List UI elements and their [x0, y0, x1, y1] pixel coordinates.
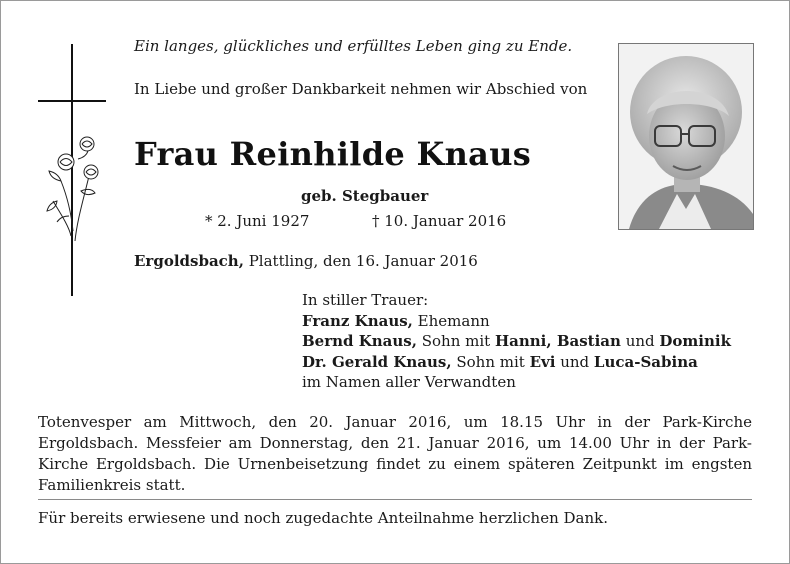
mourner-relation: Sohn mit	[451, 352, 530, 371]
mourner-children: Dominik	[659, 332, 731, 350]
mourners-footer: im Namen aller Verwandten	[302, 373, 516, 391]
death-date: † 10. Januar 2016	[372, 212, 507, 230]
mourners-block	[302, 290, 731, 393]
mourner-children: Luca-Sabina	[593, 352, 698, 371]
motto-text: Ein langes, glückliches und erfülltes Leben ging zu Ende.	[134, 37, 573, 55]
mourner-connector: und	[620, 332, 660, 350]
intro-text: In Liebe und großer Dankbarkeit nehmen wir Abschied von	[134, 80, 588, 98]
place-bold: Ergoldsbach,	[134, 252, 244, 270]
mourner-children: Evi	[529, 352, 556, 371]
mourners-heading: In stiller Trauer:	[302, 291, 429, 309]
place-date-line	[134, 252, 478, 270]
divider-line	[38, 499, 752, 500]
mourner-name: Dr. Gerald Knaus,	[302, 352, 452, 371]
mourner-line	[302, 352, 731, 373]
mourner-name: Franz Knaus,	[302, 311, 413, 330]
mourner-relation: Sohn mit	[416, 332, 495, 350]
mourner-connector: und	[555, 352, 594, 371]
mourner-line	[302, 331, 731, 352]
thanks-text: Für bereits erwiesene und noch zugedachte Anteilnahme herzlichen Dank.	[38, 509, 608, 527]
mourner-name: Bernd Knaus,	[302, 332, 417, 350]
mourner-children: Hanni, Bastian	[494, 332, 621, 350]
cross-with-roses-icon	[31, 41, 121, 301]
birth-date: * 2. Juni 1927	[205, 212, 310, 230]
portrait-photo	[618, 43, 754, 230]
mourner-line	[302, 311, 731, 332]
mourner-relation: Ehemann	[412, 311, 490, 330]
service-details: Totenvesper am Mittwoch, den 20. Januar 2016, um 18.15 Uhr in der Park-Kirche Ergoldsbach. Messfeier am Donnerstag, den 21. Januar 2016, um 14.00 Uhr in der Park-Kirche Ergoldsbach. Die Urnenbeisetzung findet zu einem späteren Zeitpunkt im engsten Familienkreis statt.	[38, 413, 752, 494]
deceased-name: Frau Reinhilde Knaus	[134, 135, 532, 173]
place-rest: Plattling, den 16. Januar 2016	[243, 252, 478, 270]
birth-name: geb. Stegbauer	[301, 187, 429, 205]
